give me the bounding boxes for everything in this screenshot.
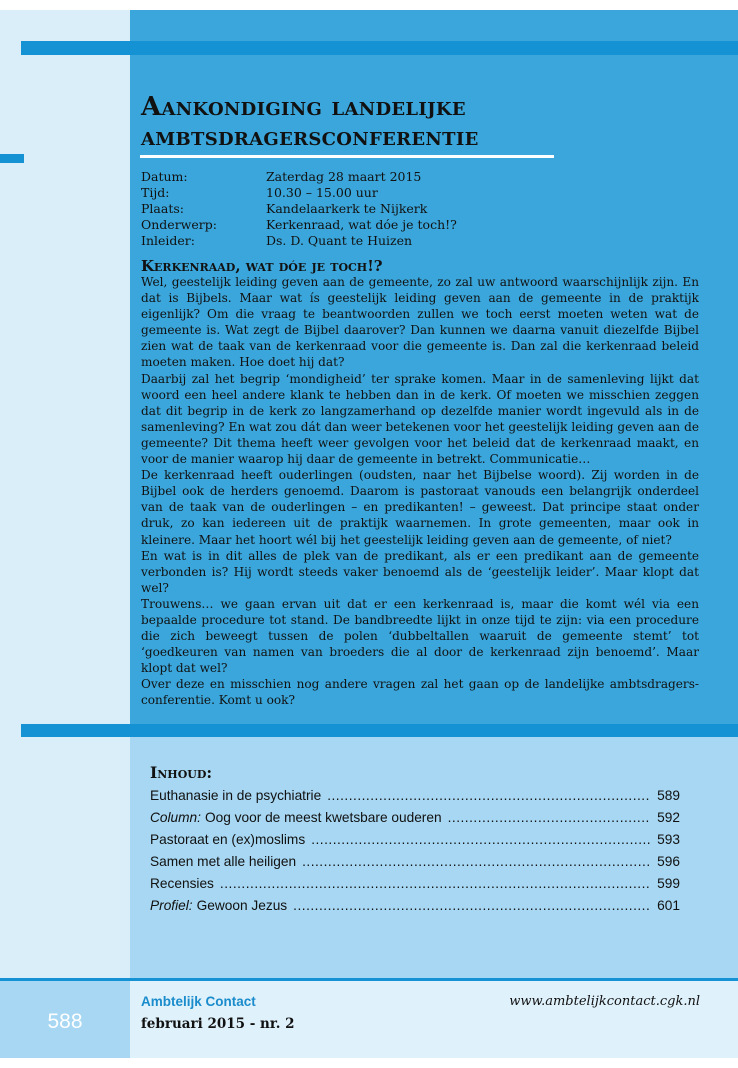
toc-heading: Inhoud: (150, 763, 213, 782)
toc-entry[interactable] (150, 829, 680, 851)
paragraph: En wat is in dit alles de plek van de predikant, als er een predikant aan de gemeente verbonden is? Hij wordt steeds vaker benoemd als de ‘geestelijk leider’. Maar klopt dat wel? (141, 548, 699, 595)
meta-label: Datum: (141, 169, 188, 184)
meta-row-date (141, 169, 701, 185)
toc-prefix: Profiel: (150, 898, 193, 913)
toc-prefix: Column: (150, 810, 201, 825)
meta-label: Onderwerp: (141, 217, 217, 232)
article-body (141, 274, 699, 709)
toc-page: 596 (657, 854, 680, 869)
issue-info: februari 2015 - nr. 2 (141, 1016, 295, 1032)
toc-title: Recensies (150, 876, 214, 891)
meta-row-speaker (141, 233, 701, 249)
toc-leader-dots (448, 807, 652, 829)
toc-leader-dots (220, 873, 651, 895)
article-title: Aankondiging landelijke ambtsdragersconferentie (141, 92, 479, 152)
toc-page: 589 (657, 788, 680, 803)
toc-page: 592 (657, 810, 680, 825)
paragraph: Daarbij zal het begrip ‘mondigheid’ ter sprake komen. Maar in de samenleving lijkt dat woord een heel andere klank te hebben dan in de kerk. Of moeten we misschien zeggen dat dit begrip in de kerk zo langzamerhand op dezelfde manier wordt ingevuld als in de samenleving? En wat zou dát dan weer betekenen voor het geestelijk leiding geven aan de gemeente? Dit thema heeft weer gevolgen voor het beleid dat de kerkenraad maakt, en voor de manier waarop hij daar de gemeente in betrekt. Communicatie… (141, 371, 699, 467)
toc-title: Gewoon Jezus (196, 898, 288, 913)
toc-leader-dots (311, 829, 651, 851)
toc-page: 599 (657, 876, 680, 891)
toc-title: Pastoraat en (ex)moslims (150, 832, 306, 847)
event-details (141, 169, 701, 249)
toc-page: 593 (657, 832, 680, 847)
left-accent-tab (0, 154, 24, 163)
meta-row-subject (141, 217, 701, 233)
meta-value: Kandelaarkerk te Nijkerk (266, 201, 428, 216)
publication-name: Ambtelijk Contact (141, 994, 256, 1009)
toc-title: Euthanasie in de psychiatrie (150, 788, 322, 803)
toc-entry[interactable] (150, 851, 680, 873)
paragraph: Over deze en misschien nog andere vragen zal het gaan op de landelijke ambtsdragers-conferentie. Komt u ook? (141, 677, 699, 708)
toc-entry[interactable] (150, 807, 680, 829)
website-link[interactable]: www.ambtelijkcontact.cgk.nl (509, 994, 700, 1009)
meta-value: Ds. D. Quant te Huizen (266, 233, 413, 248)
paragraph: De kerkenraad heeft ouderlingen (oudsten, naar het Bijbelse woord). Zij worden in de Bijbel ook de herders genoemd. Daarom is pastoraat vanouds een belangrijk onderdeel van de taak van de ouderlingen – en predikanten! – geweest. Dat principe staat onder druk, zo kan iedereen uit de praktijk waarnemen. In grote gemeenten, maar ook in kleinere. Maar het hoort wél bij het geestelijk leiding geven aan de gemeente, of niet? (141, 468, 699, 547)
middle-accent-bar (21, 724, 738, 737)
toc-entry[interactable] (150, 873, 680, 895)
page-number: 588 (47, 1010, 83, 1033)
meta-row-place (141, 201, 701, 217)
meta-label: Inleider: (141, 233, 195, 248)
toc-title: Samen met alle heiligen (150, 854, 297, 869)
meta-value: Zaterdag 28 maart 2015 (266, 169, 422, 184)
meta-label: Tijd: (141, 185, 170, 200)
toc-entry[interactable] (150, 895, 680, 917)
meta-value: 10.30 – 15.00 uur (266, 185, 378, 200)
toc-title: Oog voor de meest kwetsbare ouderen (204, 810, 442, 825)
table-of-contents (150, 785, 680, 917)
meta-row-time (141, 185, 701, 201)
toc-entry[interactable] (150, 785, 680, 807)
toc-leader-dots (302, 851, 651, 873)
top-accent-bar (21, 41, 738, 55)
paragraph: Wel, geestelijk leiding geven aan de gemeente, zo zal uw antwoord waarschijnlijk zijn. En dat is Bijbels. Maar wat ís geestelijk leiding geven aan de gemeente in de praktijk eigenlijk? Om die vraag te beantwoorden zullen we toch eerst moeten weten wat de gemeente is. Wat zegt de Bijbel daarover? Dan kunnen we daarna vanuit diezelfde Bijbel zien wat de taak van de kerkenraad voor die gemeente is. Dan zal die kerkenraad beleid moeten maken. Hoe doet hij dat? (141, 275, 699, 370)
section-heading: Kerkenraad, wat dóe je toch!? (141, 257, 383, 275)
toc-leader-dots (327, 785, 651, 807)
toc-page: 601 (657, 898, 680, 913)
paragraph: Trouwens… we gaan ervan uit dat er een kerkenraad is, maar die komt wél via een bepaalde procedure tot stand. De bandbreedte lijkt in onze tijd te zijn: via een procedure die zich beweegt tussen de polen ‘dubbeltallen waaruit de gemeente stemt’ tot ‘goedkeuren van namen van broeders die al door de kerkenraad zijn benoemd’. Maar klopt dat wel? (141, 596, 699, 676)
title-underline (140, 155, 554, 158)
meta-label: Plaats: (141, 201, 184, 216)
meta-value: Kerkenraad, wat dóe je toch!? (266, 217, 457, 232)
toc-leader-dots (293, 895, 651, 917)
